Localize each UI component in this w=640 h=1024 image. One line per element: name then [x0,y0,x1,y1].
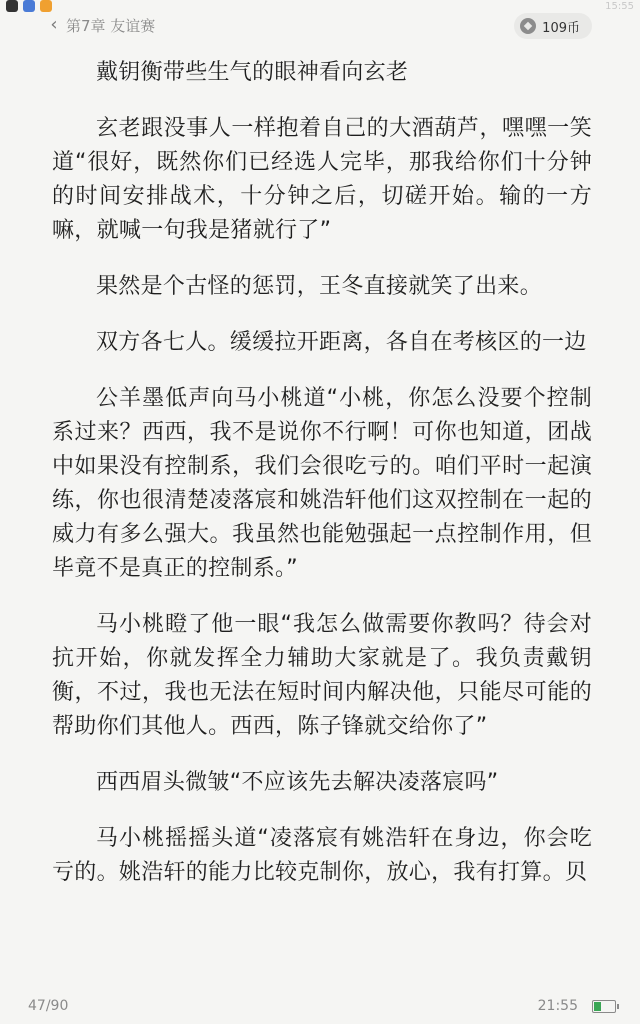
reader-header [0,8,640,42]
reading-content[interactable] [52,56,592,912]
page-number: 47/90 [28,998,69,1014]
paragraph: 玄老跟没事人一样抱着自己的大酒葫芦，嘿嘿一笑道“很好，既然你们已经选人完毕，那我给你们十分钟的时间安排战术，十分钟之后，切磋开始。输的一方嘛，就喊一句我是猪就行了” [52,116,592,243]
paragraph: 西西眉头微皱“不应该先去解决凌落宸吗” [96,770,499,795]
chapter-title[interactable]: 第7章 友谊赛 [66,17,156,35]
paragraph: 公羊墨低声向马小桃道“小桃，你怎么没要个控制系过来？西西，我不是说你不行啊！可你也知道，团战中如果没有控制系，我们会很吃亏的。咱们平时一起演练，你也很清楚凌落宸和姚浩轩他们这双控制在一起的威力有多么强大。我虽然也能勉强起一点控制作用，但毕竟不是真正的控制系。” [52,386,592,581]
coin-count: 109币 [542,20,580,36]
coin-balance-button[interactable] [514,13,592,39]
footer-time: 21:55 [537,998,578,1014]
reader-footer [0,994,640,1020]
status-time: 15:55 [605,1,634,12]
paragraph: 双方各七人。缓缓拉开距离，各自在考核区的一边 [96,330,587,355]
chevron-left-icon[interactable]: ‹ [50,14,58,35]
battery-level [594,1002,601,1011]
paragraph: 戴钥衡带些生气的眼神看向玄老 [96,60,409,85]
paragraph: 果然是个古怪的惩罚，王冬直接就笑了出来。 [96,274,543,299]
battery-icon [592,1000,616,1013]
coin-icon [520,18,536,34]
paragraph: 马小桃瞪了他一眼“我怎么做需要你教吗？待会对抗开始，你就发挥全力辅助大家就是了。我负责戴钥衡，不过，我也无法在短时间内解决他，只能尽可能的帮助你们其他人。西西，陈子锋就交给你了” [52,612,592,739]
paragraph: 马小桃摇摇头道“凌落宸有姚浩轩在身边，你会吃亏的。姚浩轩的能力比较克制你，放心，我有打算。贝 [52,826,592,885]
